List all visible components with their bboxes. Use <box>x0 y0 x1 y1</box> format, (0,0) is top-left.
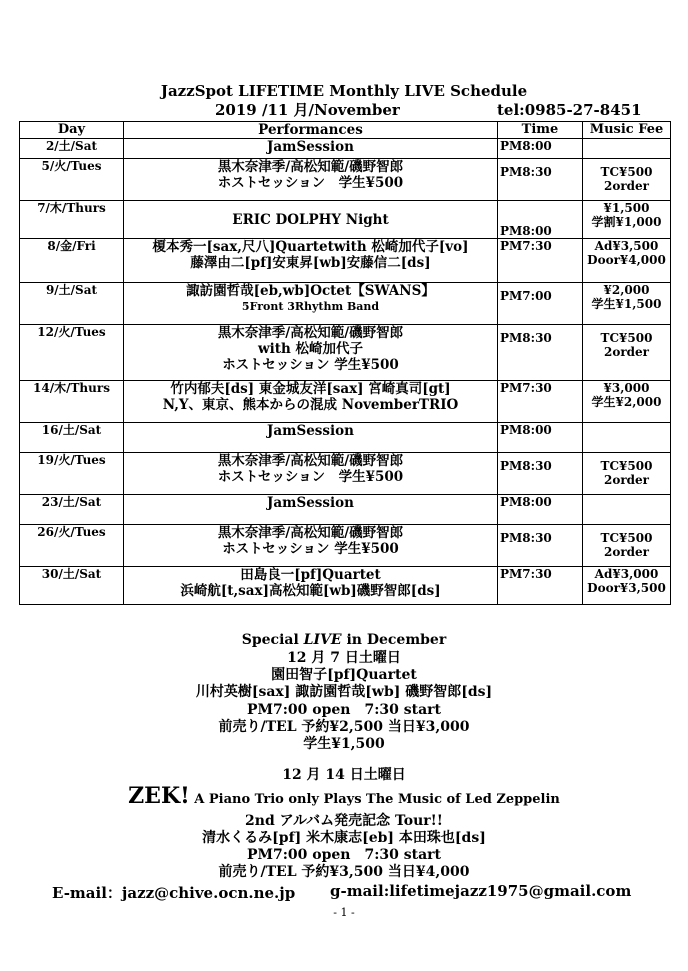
fee-line: Door¥3,500 <box>587 581 666 595</box>
row-performance <box>124 159 498 201</box>
performance-line: JamSession <box>267 495 354 511</box>
row-day: 16/土/Sat <box>20 423 124 453</box>
table-row <box>20 139 671 159</box>
fee-line: Ad¥3,500 <box>594 239 659 253</box>
event1-date: 12 月 7 日土曜日 <box>287 650 401 666</box>
row-day: 2/土/Sat <box>20 139 124 159</box>
row-fee <box>583 201 671 239</box>
performance-line: ERIC DOLPHY Night <box>232 211 389 228</box>
row-fee <box>583 325 671 381</box>
row-time: PM8:30 <box>498 525 583 567</box>
row-performance <box>124 567 498 605</box>
performance-line: 黒木奈津季/高松知範/磯野智郎 <box>217 453 404 469</box>
table-row <box>20 325 671 381</box>
col-day: Day <box>20 122 124 139</box>
fee-line: TC¥500 <box>600 331 653 345</box>
row-day: 9/土/Sat <box>20 283 124 325</box>
event2-members: 清水くるみ[pf] 米木康志[eb] 本田珠也[ds] <box>202 830 486 846</box>
zek-logo-text: ZEK! <box>128 783 190 809</box>
table-row <box>20 525 671 567</box>
page-title: JazzSpot LIFETIME Monthly LIVE Schedule <box>160 82 528 100</box>
row-day: 19/火/Tues <box>20 453 124 495</box>
row-fee <box>583 283 671 325</box>
row-day: 26/火/Tues <box>20 525 124 567</box>
performance-line: 諏訪園哲哉[eb,wb]Octet【SWANS】 <box>186 283 435 299</box>
table-row <box>20 159 671 201</box>
table-row <box>20 453 671 495</box>
row-performance <box>124 201 498 239</box>
row-time: PM7:30 <box>498 567 583 605</box>
table-row <box>20 283 671 325</box>
performance-line: ホストセッション 学生¥500 <box>222 541 399 557</box>
event2-price: 前売り/TEL 予約¥3,500 当日¥4,000 <box>218 864 470 880</box>
table-row <box>20 201 671 239</box>
row-day: 14/木/Thurs <box>20 381 124 423</box>
row-fee <box>583 495 671 525</box>
schedule-table <box>19 121 671 605</box>
performance-line: JamSession <box>267 423 354 439</box>
special-heading: Special LIVE in December <box>241 632 447 648</box>
performance-line: ホストセッション 学生¥500 <box>222 357 399 373</box>
gmail-address: g-mail:lifetimejazz1975@gmail.com <box>330 882 632 900</box>
fee-line: Ad¥3,000 <box>594 567 659 581</box>
row-time: PM8:00 <box>498 139 583 159</box>
event1-student-price: 学生¥1,500 <box>303 736 385 752</box>
row-performance <box>124 239 498 283</box>
row-day: 7/木/Thurs <box>20 201 124 239</box>
row-performance <box>124 139 498 159</box>
col-fee: Music Fee <box>583 122 671 139</box>
performance-line: 榎本秀一[sax,尺八]Quartetwith 松崎加代子[vo] <box>152 239 469 255</box>
fee-line: 2order <box>603 345 650 359</box>
table-row <box>20 239 671 283</box>
row-time: PM8:00 <box>498 201 583 239</box>
row-performance <box>124 325 498 381</box>
row-time: PM8:30 <box>498 325 583 381</box>
row-day: 5/火/Tues <box>20 159 124 201</box>
table-header-row <box>20 122 671 139</box>
telephone: tel:0985-27-8451 <box>497 101 642 119</box>
performance-line: 黒木奈津季/高松知範/磯野智郎 <box>217 159 404 175</box>
event2-title: ZEK! A Piano Trio only Plays The Music of Led Zeppelin <box>128 783 560 809</box>
schedule-month: 2019 /11 月/November <box>215 101 400 119</box>
event2-time: PM7:00 open 7:30 start <box>246 847 442 863</box>
performance-line: 田島良一[pf]Quartet <box>240 567 381 583</box>
fee-line: Door¥4,000 <box>587 253 666 267</box>
performance-line: 浜崎航[t,sax]高松知範[wb]磯野智郎[ds] <box>180 583 441 599</box>
row-fee <box>583 381 671 423</box>
table-row <box>20 495 671 525</box>
row-performance <box>124 381 498 423</box>
event2-tour: 2nd アルバム発売記念 Tour!! <box>245 813 443 829</box>
fee-line: TC¥500 <box>600 165 653 179</box>
row-fee <box>583 159 671 201</box>
event1-members: 川村英樹[sax] 諏訪園哲哉[wb] 磯野智郎[ds] <box>195 684 493 700</box>
col-time: Time <box>498 122 583 139</box>
fee-line: 学割¥1,000 <box>591 215 662 229</box>
row-time: PM8:30 <box>498 159 583 201</box>
table-row <box>20 423 671 453</box>
email-address: E-mail：jazz@chive.ocn.ne.jp <box>52 884 296 902</box>
fee-line: TC¥500 <box>600 531 653 545</box>
fee-line: 2order <box>603 545 650 559</box>
row-day: 23/土/Sat <box>20 495 124 525</box>
page-number: - 1 - <box>333 906 355 919</box>
row-fee <box>583 567 671 605</box>
performance-line: 藤澤由二[pf]安東昇[wb]安藤信二[ds] <box>190 255 431 271</box>
table-row <box>20 381 671 423</box>
fee-line: TC¥500 <box>600 459 653 473</box>
fee-line: ¥3,000 <box>603 381 650 395</box>
row-time: PM8:00 <box>498 495 583 525</box>
fee-line: 学生¥2,000 <box>591 395 662 409</box>
row-performance <box>124 283 498 325</box>
fee-line: 2order <box>603 473 650 487</box>
event2-date: 12 月 14 日土曜日 <box>282 767 406 783</box>
row-performance <box>124 423 498 453</box>
fee-line: 2order <box>603 179 650 193</box>
event1-band: 園田智子[pf]Quartet <box>271 667 417 683</box>
event1-price: 前売り/TEL 予約¥2,500 当日¥3,000 <box>218 719 470 735</box>
performance-line: 黒木奈津季/高松知範/磯野智郎 <box>217 325 404 341</box>
fee-line: 学生¥1,500 <box>591 297 662 311</box>
row-time: PM7:00 <box>498 283 583 325</box>
fee-line: ¥2,000 <box>603 283 650 297</box>
performance-line: 黒木奈津季/高松知範/磯野智郎 <box>217 525 404 541</box>
row-performance <box>124 453 498 495</box>
row-day: 8/金/Fri <box>20 239 124 283</box>
table-row <box>20 567 671 605</box>
row-fee <box>583 139 671 159</box>
row-time: PM8:30 <box>498 453 583 495</box>
row-fee <box>583 525 671 567</box>
performance-line: N,Y、東京、熊本からの混成 NovemberTRIO <box>162 397 459 413</box>
performance-line: ホストセッション 学生¥500 <box>217 469 404 485</box>
performance-line: 5Front 3Rhythm Band <box>241 300 380 313</box>
row-performance <box>124 495 498 525</box>
col-performances: Performances <box>124 122 498 139</box>
performance-line: 竹内郁夫[ds] 東金城友洋[sax] 宮崎真司[gt] <box>170 381 451 397</box>
row-day: 30/土/Sat <box>20 567 124 605</box>
row-fee <box>583 423 671 453</box>
row-performance <box>124 525 498 567</box>
fee-line: ¥1,500 <box>603 201 650 215</box>
row-time: PM7:30 <box>498 381 583 423</box>
performance-line: JamSession <box>267 139 354 155</box>
row-fee <box>583 453 671 495</box>
row-fee <box>583 239 671 283</box>
event1-time: PM7:00 open 7:30 start <box>246 702 442 718</box>
row-time: PM7:30 <box>498 239 583 283</box>
row-day: 12/火/Tues <box>20 325 124 381</box>
performance-line: ホストセッション 学生¥500 <box>217 175 404 191</box>
performance-line: with 松崎加代子 <box>257 341 363 357</box>
row-time: PM8:00 <box>498 423 583 453</box>
